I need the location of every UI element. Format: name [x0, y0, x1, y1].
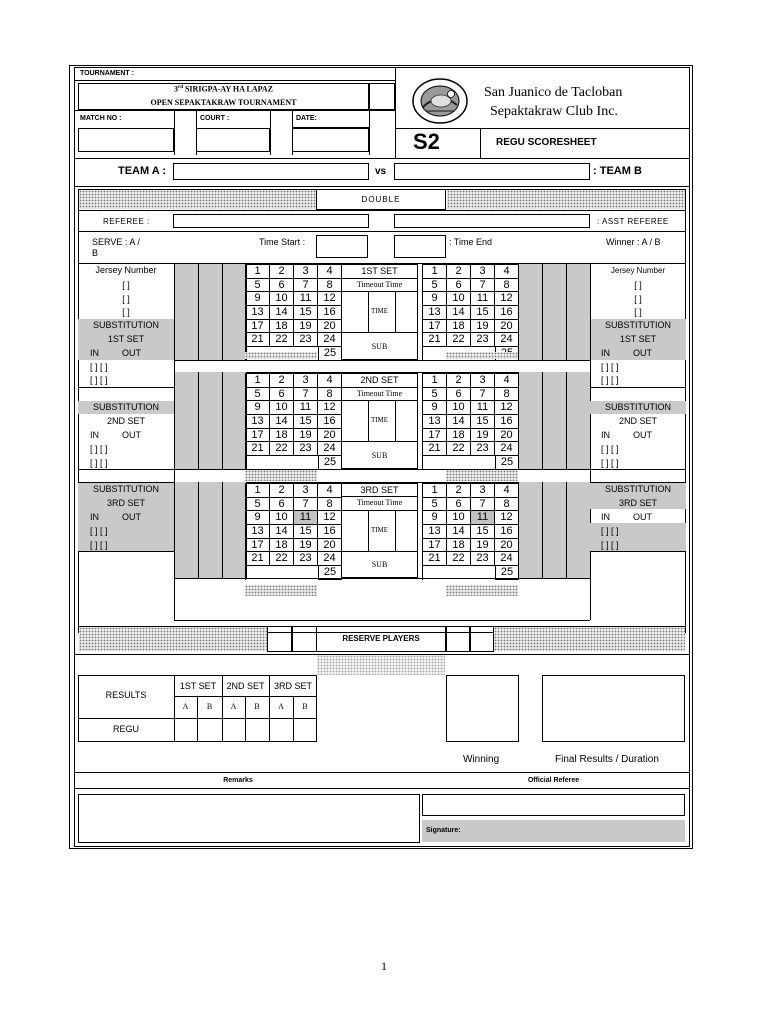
- score-cell-2[interactable]: 2: [270, 484, 294, 498]
- score-cell-9[interactable]: 9: [246, 401, 270, 415]
- score-cell-20[interactable]: 20: [495, 539, 519, 553]
- score-cell-2[interactable]: 2: [270, 374, 294, 388]
- score-cell-blank: [270, 456, 294, 470]
- time-end-label: : Time End: [449, 237, 493, 247]
- score-cell-7[interactable]: 7: [294, 388, 318, 402]
- score-cell-23[interactable]: 23: [294, 442, 318, 456]
- score-cell-15[interactable]: 15: [471, 306, 495, 320]
- score-cell-20[interactable]: 20: [318, 320, 342, 334]
- score-cell-1[interactable]: 1: [423, 265, 447, 279]
- results-ab-5: A: [278, 702, 284, 711]
- score-cell-12[interactable]: 12: [495, 292, 519, 306]
- set-label-center3: 3RD SET: [360, 485, 399, 495]
- score-cell-6[interactable]: 6: [447, 388, 471, 402]
- score-cell-22[interactable]: 22: [270, 442, 294, 456]
- score-cell-7[interactable]: 7: [471, 498, 495, 512]
- score-cell-blank: [423, 347, 447, 361]
- score-cell-7[interactable]: 7: [471, 279, 495, 293]
- score-cell-12[interactable]: 12: [495, 401, 519, 415]
- substitution-label-a1: SUBSTITUTION: [92, 320, 159, 330]
- score-cell-1[interactable]: 1: [423, 484, 447, 498]
- score-cell-16[interactable]: 16: [495, 525, 519, 539]
- score-cell-9[interactable]: 9: [246, 292, 270, 306]
- set-label-b3: 3RD SET: [618, 498, 657, 508]
- score-cell-5[interactable]: 5: [423, 388, 447, 402]
- score-grid-a-set2: [245, 373, 342, 470]
- jersey-number-label-a: Jersey Number: [95, 265, 157, 275]
- score-cell-21[interactable]: 21: [423, 442, 447, 456]
- results-ab-1: A: [182, 702, 189, 711]
- score-cell-17[interactable]: 17: [246, 539, 270, 553]
- score-cell-23[interactable]: 23: [471, 333, 495, 347]
- sheet-title: REGU SCORESHEET: [496, 137, 597, 148]
- sub-brackets-b2: [ ] [ ]: [601, 444, 619, 454]
- score-cell-10[interactable]: 10: [270, 511, 294, 525]
- score-cell-6[interactable]: 6: [447, 498, 471, 512]
- score-cell-9[interactable]: 9: [423, 292, 447, 306]
- score-cell-13[interactable]: 13: [246, 415, 270, 429]
- jersey-bracket-a2: [ ]: [122, 294, 130, 304]
- score-cell-25[interactable]: 25: [318, 566, 342, 580]
- sub-brackets-a1b: [ ] [ ]: [90, 375, 108, 385]
- sub-brackets-a2: [ ] [ ]: [90, 444, 108, 454]
- score-cell-18[interactable]: 18: [270, 539, 294, 553]
- official-referee-field[interactable]: [422, 794, 685, 816]
- score-cell-16[interactable]: 16: [318, 306, 342, 320]
- double-label: DOUBLE: [361, 195, 401, 204]
- score-cell-blank: [447, 456, 471, 470]
- results-ab-3: A: [230, 702, 237, 711]
- sub-brackets-a1: [ ] [ ]: [90, 362, 108, 372]
- sub-label1: SUB: [371, 342, 388, 351]
- score-cell-17[interactable]: 17: [246, 429, 270, 443]
- set-label-b1: 1ST SET: [619, 334, 657, 344]
- score-cell-22[interactable]: 22: [447, 442, 471, 456]
- score-cell-18[interactable]: 18: [270, 429, 294, 443]
- club-logo: [411, 77, 469, 125]
- reserve-players-label: RESERVE PLAYERS: [342, 634, 420, 643]
- score-cell-11[interactable]: 11: [294, 292, 318, 306]
- score-cell-25[interactable]: 25: [318, 347, 342, 361]
- out-label-a3: OUT: [122, 512, 141, 522]
- score-cell-3[interactable]: 3: [471, 374, 495, 388]
- score-cell-21[interactable]: 21: [246, 333, 270, 347]
- score-cell-13[interactable]: 13: [423, 525, 447, 539]
- set-label-a1: 1ST SET: [107, 334, 145, 344]
- score-cell-21[interactable]: 21: [246, 552, 270, 566]
- tournament-title-line1: 3rd SIRIGPA-AY HA LAPAZ: [173, 84, 273, 94]
- score-cell-3[interactable]: 3: [294, 374, 318, 388]
- score-cell-20[interactable]: 20: [318, 539, 342, 553]
- score-cell-9[interactable]: 9: [423, 401, 447, 415]
- score-cell-3[interactable]: 3: [294, 484, 318, 498]
- score-cell-4[interactable]: 4: [318, 484, 342, 498]
- score-cell-20[interactable]: 20: [495, 320, 519, 334]
- reserve-hatch-right: [494, 627, 685, 651]
- sub-brackets-b3: [ ] [ ]: [601, 526, 619, 536]
- signature-label: Signature:: [426, 827, 461, 834]
- results-set1-header: 1ST SET: [179, 681, 217, 691]
- score-cell-19[interactable]: 19: [294, 539, 318, 553]
- sub-label3: SUB: [371, 560, 388, 569]
- score-cell-12[interactable]: 12: [318, 292, 342, 306]
- score-cell-25[interactable]: 25: [318, 456, 342, 470]
- score-cell-22[interactable]: 22: [270, 333, 294, 347]
- score-cell-4[interactable]: 4: [495, 374, 519, 388]
- sub-brackets-a3b: [ ] [ ]: [90, 540, 108, 550]
- score-cell-4[interactable]: 4: [318, 374, 342, 388]
- score-cell-19[interactable]: 19: [294, 429, 318, 443]
- results-label: RESULTS: [105, 690, 147, 700]
- substitution-label-a2: SUBSTITUTION: [92, 402, 159, 412]
- score-cell-5[interactable]: 5: [246, 498, 270, 512]
- score-cell-16[interactable]: 16: [318, 415, 342, 429]
- match-no-field[interactable]: [78, 128, 174, 152]
- score-cell-23[interactable]: 23: [471, 552, 495, 566]
- in-label-b3: IN: [601, 512, 610, 522]
- vs-label: vs: [375, 166, 387, 177]
- score-cell-1[interactable]: 1: [423, 374, 447, 388]
- sub-brackets-a2b: [ ] [ ]: [90, 458, 108, 468]
- timeout-time-label3: Timeout Time: [356, 498, 403, 507]
- score-grid-b-set2: [422, 373, 519, 470]
- score-cell-9[interactable]: 9: [423, 511, 447, 525]
- page-number: 1: [381, 959, 387, 973]
- out-label-b3: OUT: [633, 512, 652, 522]
- team-a-field[interactable]: [173, 163, 369, 180]
- score-cell-20[interactable]: 20: [318, 429, 342, 443]
- sub-brackets-b1: [ ] [ ]: [601, 362, 619, 372]
- final-results-label: Final Results / Duration: [555, 754, 659, 765]
- substitution-label-b2: SUBSTITUTION: [604, 402, 671, 412]
- score-cell-11[interactable]: 11: [471, 401, 495, 415]
- score-cell-10[interactable]: 10: [270, 292, 294, 306]
- time-label1: TIME: [370, 307, 389, 315]
- score-grid-b-set3: [422, 483, 519, 580]
- score-cell-blank: [294, 456, 318, 470]
- score-cell-20[interactable]: 20: [495, 429, 519, 443]
- score-cell-blank: [423, 456, 447, 470]
- score-cell-21[interactable]: 21: [423, 333, 447, 347]
- reserve-hatch-left: [79, 627, 267, 651]
- in-label-b1: IN: [601, 348, 610, 358]
- score-cell-23[interactable]: 23: [294, 333, 318, 347]
- score-cell-14[interactable]: 14: [447, 415, 471, 429]
- remarks-field[interactable]: [78, 794, 420, 843]
- set-label-a2: 2ND SET: [106, 416, 145, 426]
- score-cell-11[interactable]: 11: [471, 511, 495, 525]
- score-cell-23[interactable]: 23: [294, 552, 318, 566]
- timeout-time-label1: Timeout Time: [356, 280, 403, 289]
- score-cell-2[interactable]: 2: [447, 374, 471, 388]
- score-cell-10[interactable]: 10: [447, 511, 471, 525]
- score-cell-9[interactable]: 9: [246, 511, 270, 525]
- score-cell-1[interactable]: 1: [246, 265, 270, 279]
- score-cell-22[interactable]: 22: [270, 552, 294, 566]
- club-name-line1: San Juanico de Tacloban: [484, 85, 623, 100]
- results-set3-header: 3RD SET: [273, 681, 312, 691]
- score-cell-11[interactable]: 11: [471, 292, 495, 306]
- score-cell-14[interactable]: 14: [270, 306, 294, 320]
- sub-brackets-b3b: [ ] [ ]: [601, 540, 619, 550]
- score-grid-a-set3: [245, 483, 342, 580]
- sub-brackets-a3: [ ] [ ]: [90, 526, 108, 536]
- score-cell-13[interactable]: 13: [246, 525, 270, 539]
- referee-field[interactable]: [173, 214, 369, 228]
- score-cell-19[interactable]: 19: [471, 320, 495, 334]
- substitution-label-b3: SUBSTITUTION: [604, 484, 671, 494]
- score-cell-3[interactable]: 3: [471, 484, 495, 498]
- out-label-a2: OUT: [122, 430, 141, 440]
- score-cell-10[interactable]: 10: [447, 292, 471, 306]
- serve-label: SERVE : A /: [92, 237, 140, 247]
- remarks-label: Remarks: [223, 777, 253, 784]
- winning-label: Winning: [463, 754, 500, 765]
- score-cell-15[interactable]: 15: [471, 415, 495, 429]
- set-label-b2: 2ND SET: [618, 416, 657, 426]
- score-cell-5[interactable]: 5: [423, 279, 447, 293]
- court-label: COURT :: [200, 115, 230, 122]
- score-cell-25[interactable]: 25: [495, 566, 519, 580]
- score-cell-15[interactable]: 15: [471, 525, 495, 539]
- score-cell-2[interactable]: 2: [447, 484, 471, 498]
- sub-brackets-b1b: [ ] [ ]: [601, 375, 619, 385]
- score-cell-25[interactable]: 25: [495, 456, 519, 470]
- time-start-field[interactable]: [316, 235, 368, 258]
- score-cell-17[interactable]: 17: [246, 320, 270, 334]
- score-cell-2[interactable]: 2: [447, 265, 471, 279]
- double-hatch-left: [79, 190, 316, 209]
- out-label-b1: OUT: [633, 348, 652, 358]
- score-cell-13[interactable]: 13: [423, 415, 447, 429]
- score-cell-24[interactable]: 24: [495, 552, 519, 566]
- score-cell-11[interactable]: 11: [294, 401, 318, 415]
- score-cell-17[interactable]: 17: [423, 429, 447, 443]
- score-cell-13[interactable]: 13: [246, 306, 270, 320]
- results-ab-2: B: [206, 702, 213, 711]
- score-cell-24[interactable]: 24: [318, 552, 342, 566]
- team-a-label: TEAM A :: [118, 165, 167, 177]
- score-cell-15[interactable]: 15: [294, 306, 318, 320]
- winning-box[interactable]: [446, 675, 519, 742]
- score-grid-b-set1: [422, 264, 519, 361]
- results-set2-header: 2ND SET: [226, 681, 265, 691]
- score-cell-18[interactable]: 18: [270, 320, 294, 334]
- results-ab-6: B: [302, 702, 308, 711]
- set-label-center1: 1ST SET: [361, 266, 398, 276]
- score-cell-19[interactable]: 19: [471, 539, 495, 553]
- score-cell-23[interactable]: 23: [471, 442, 495, 456]
- score-cell-18[interactable]: 18: [447, 539, 471, 553]
- score-cell-3[interactable]: 3: [471, 265, 495, 279]
- date-field[interactable]: [292, 128, 369, 152]
- referee-label: REFEREE :: [103, 217, 150, 226]
- team-b-field[interactable]: [394, 163, 590, 180]
- set-label-center2: 2ND SET: [360, 375, 399, 385]
- score-cell-14[interactable]: 14: [270, 525, 294, 539]
- score-cell-7[interactable]: 7: [471, 388, 495, 402]
- score-cell-10[interactable]: 10: [447, 401, 471, 415]
- serve-label-b: B: [92, 248, 99, 258]
- time-end-field[interactable]: [394, 235, 446, 258]
- score-cell-10[interactable]: 10: [270, 401, 294, 415]
- score-cell-21[interactable]: 21: [423, 552, 447, 566]
- in-label-a1: IN: [90, 348, 99, 358]
- jersey-bracket-b2: [ ]: [634, 294, 642, 304]
- score-cell-5[interactable]: 5: [423, 498, 447, 512]
- jersey-bracket-b1: [ ]: [634, 280, 642, 290]
- score-cell-7[interactable]: 7: [294, 498, 318, 512]
- score-cell-16[interactable]: 16: [495, 306, 519, 320]
- score-cell-24[interactable]: 24: [318, 442, 342, 456]
- score-cell-8[interactable]: 8: [495, 388, 519, 402]
- match-no-label: MATCH NO :: [80, 115, 122, 122]
- jersey-bracket-a1: [ ]: [122, 280, 130, 290]
- score-cell-21[interactable]: 21: [246, 442, 270, 456]
- score-cell-12[interactable]: 12: [318, 511, 342, 525]
- time-label3: TIME: [370, 526, 389, 534]
- score-cell-12[interactable]: 12: [495, 511, 519, 525]
- sub-brackets-b2b: [ ] [ ]: [601, 458, 619, 468]
- score-cell-7[interactable]: 7: [294, 279, 318, 293]
- score-cell-19[interactable]: 19: [471, 429, 495, 443]
- regu-label: REGU: [112, 724, 139, 734]
- score-cell-4[interactable]: 4: [495, 265, 519, 279]
- score-cell-6[interactable]: 6: [270, 279, 294, 293]
- score-cell-8[interactable]: 8: [318, 388, 342, 402]
- jersey-number-label-b: Jersey Number: [610, 266, 666, 275]
- asst-referee-field[interactable]: [394, 214, 590, 228]
- score-cell-14[interactable]: 14: [270, 415, 294, 429]
- score-cell-8[interactable]: 8: [318, 279, 342, 293]
- official-referee-label: Official Referee: [527, 777, 580, 784]
- substitution-label-a3: SUBSTITUTION: [92, 484, 159, 494]
- jersey-bracket-a3: [ ]: [122, 307, 130, 317]
- in-label-b2: IN: [601, 430, 610, 440]
- score-cell-22[interactable]: 22: [447, 552, 471, 566]
- time-label2: TIME: [370, 416, 389, 424]
- score-cell-18[interactable]: 18: [447, 320, 471, 334]
- score-cell-15[interactable]: 15: [294, 415, 318, 429]
- set-label-a3: 3RD SET: [106, 498, 145, 508]
- score-cell-14[interactable]: 14: [447, 525, 471, 539]
- sheet-code: S2: [413, 129, 440, 154]
- score-cell-2[interactable]: 2: [270, 265, 294, 279]
- jersey-bracket-b3: [ ]: [634, 307, 642, 317]
- final-results-box[interactable]: [542, 675, 685, 742]
- score-grid-a-set1: [245, 264, 342, 361]
- date-label: DATE:: [296, 115, 317, 122]
- substitution-label-b1: SUBSTITUTION: [604, 320, 671, 330]
- score-cell-blank: [246, 456, 270, 470]
- tournament-label: TOURNAMENT :: [80, 70, 134, 77]
- score-cell-17[interactable]: 17: [423, 320, 447, 334]
- score-cell-24[interactable]: 24: [495, 333, 519, 347]
- score-cell-6[interactable]: 6: [270, 388, 294, 402]
- score-cell-17[interactable]: 17: [423, 539, 447, 553]
- court-field[interactable]: [196, 128, 270, 152]
- score-cell-1[interactable]: 1: [246, 484, 270, 498]
- score-cell-19[interactable]: 19: [294, 320, 318, 334]
- out-label-a1: OUT: [122, 348, 141, 358]
- score-cell-14[interactable]: 14: [447, 306, 471, 320]
- results-ab-4: B: [254, 702, 260, 711]
- score-cell-16[interactable]: 16: [318, 525, 342, 539]
- score-cell-4[interactable]: 4: [318, 265, 342, 279]
- score-cell-16[interactable]: 16: [495, 415, 519, 429]
- in-label-a3: IN: [90, 512, 99, 522]
- score-cell-24[interactable]: 24: [495, 442, 519, 456]
- tournament-title-line2: OPEN SEPAKTAKRAW TOURNAMENT: [150, 98, 297, 107]
- club-name-line2: Sepaktakraw Club Inc.: [490, 104, 618, 119]
- score-cell-15[interactable]: 15: [294, 525, 318, 539]
- score-cell-8[interactable]: 8: [495, 498, 519, 512]
- team-b-label: : TEAM B: [593, 165, 642, 177]
- score-cell-24[interactable]: 24: [318, 333, 342, 347]
- score-cell-5[interactable]: 5: [246, 279, 270, 293]
- score-cell-6[interactable]: 6: [447, 279, 471, 293]
- score-cell-8[interactable]: 8: [318, 498, 342, 512]
- score-cell-12[interactable]: 12: [318, 401, 342, 415]
- score-cell-3[interactable]: 3: [294, 265, 318, 279]
- score-cell-6[interactable]: 6: [270, 498, 294, 512]
- score-cell-5[interactable]: 5: [246, 388, 270, 402]
- score-cell-4[interactable]: 4: [495, 484, 519, 498]
- out-label-b2: OUT: [633, 430, 652, 440]
- score-cell-1[interactable]: 1: [246, 374, 270, 388]
- score-cell-8[interactable]: 8: [495, 279, 519, 293]
- time-start-label: Time Start :: [259, 237, 306, 247]
- winner-label: Winner : A / B: [606, 237, 661, 247]
- timeout-time-label2: Timeout Time: [356, 389, 403, 398]
- double-hatch-right: [447, 190, 685, 209]
- in-label-a2: IN: [90, 430, 99, 440]
- score-cell-13[interactable]: 13: [423, 306, 447, 320]
- score-cell-18[interactable]: 18: [447, 429, 471, 443]
- score-cell-22[interactable]: 22: [447, 333, 471, 347]
- score-cell-blank: [471, 456, 495, 470]
- score-cell-11[interactable]: 11: [294, 511, 318, 525]
- sub-label2: SUB: [371, 451, 388, 460]
- asst-referee-label: : ASST REFEREE: [597, 217, 669, 226]
